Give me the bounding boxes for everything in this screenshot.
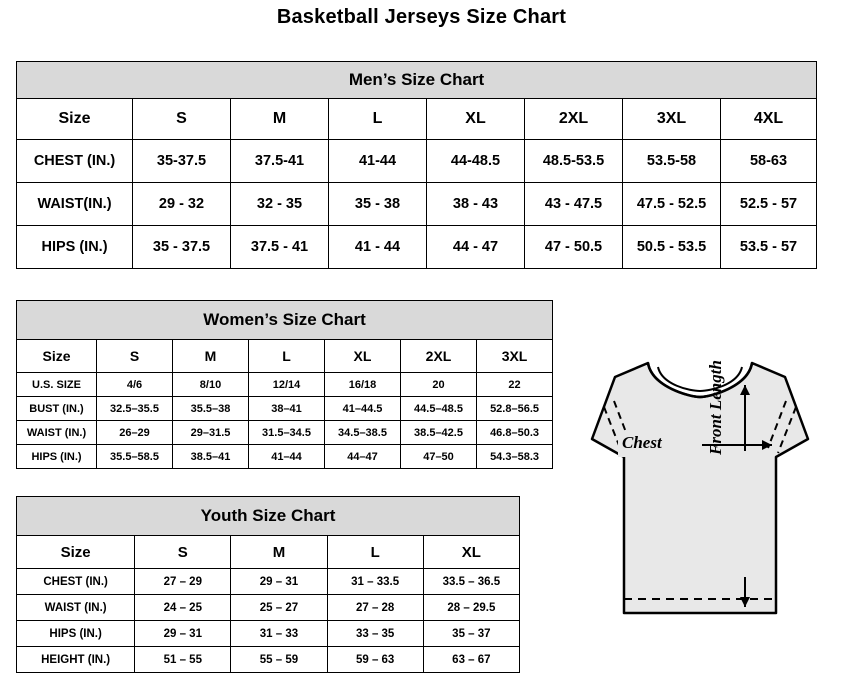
cell-value: 44–47 (325, 445, 401, 469)
column-header-m: M (231, 99, 329, 140)
cell-value: 33.5 – 36.5 (423, 569, 519, 595)
cell-value: 38.5–41 (173, 445, 249, 469)
row-label: WAIST (IN.) (17, 421, 97, 445)
row-label: CHEST (IN.) (17, 569, 135, 595)
cell-value: 35-37.5 (133, 140, 231, 183)
column-header-4xl: 4XL (721, 99, 817, 140)
column-header-m: M (173, 340, 249, 373)
table-row (17, 373, 553, 397)
cell-value: 26–29 (97, 421, 173, 445)
cell-value: 29 - 32 (133, 183, 231, 226)
column-header-s: S (97, 340, 173, 373)
cell-value: 55 – 59 (231, 647, 327, 673)
cell-value: 58-63 (721, 140, 817, 183)
column-header-3xl: 3XL (477, 340, 553, 373)
cell-value: 54.3–58.3 (477, 445, 553, 469)
cell-value: 34.5–38.5 (325, 421, 401, 445)
cell-value: 44-48.5 (427, 140, 525, 183)
table-row (17, 397, 553, 421)
column-header-3xl: 3XL (623, 99, 721, 140)
row-label: CHEST (IN.) (17, 140, 133, 183)
cell-value: 38 - 43 (427, 183, 525, 226)
cell-value: 47.5 - 52.5 (623, 183, 721, 226)
youth-size-chart-table (16, 496, 520, 673)
column-header-xl: XL (427, 99, 525, 140)
cell-value: 37.5 - 41 (231, 226, 329, 269)
table-caption-row (17, 497, 520, 536)
cell-value: 28 – 29.5 (423, 595, 519, 621)
chest-measurement-label: Chest (622, 433, 662, 452)
column-header-s: S (135, 536, 231, 569)
table-row (17, 445, 553, 469)
cell-value: 35.5–58.5 (97, 445, 173, 469)
youth-chart-caption: Youth Size Chart (17, 497, 520, 536)
column-header-xl: XL (423, 536, 519, 569)
row-label: HIPS (IN.) (17, 445, 97, 469)
cell-value: 16/18 (325, 373, 401, 397)
column-header-l: L (327, 536, 423, 569)
row-label: HIPS (IN.) (17, 226, 133, 269)
cell-value: 35 - 37.5 (133, 226, 231, 269)
cell-value: 38.5–42.5 (401, 421, 477, 445)
cell-value: 47 - 50.5 (525, 226, 623, 269)
row-label: WAIST(IN.) (17, 183, 133, 226)
cell-value: 63 – 67 (423, 647, 519, 673)
cell-value: 29 – 31 (135, 621, 231, 647)
cell-value: 43 - 47.5 (525, 183, 623, 226)
row-label: HIPS (IN.) (17, 621, 135, 647)
row-label: U.S. SIZE (17, 373, 97, 397)
cell-value: 24 – 25 (135, 595, 231, 621)
cell-value: 41–44.5 (325, 397, 401, 421)
cell-value: 38–41 (249, 397, 325, 421)
table-row (17, 621, 520, 647)
cell-value: 53.5-58 (623, 140, 721, 183)
cell-value: 4/6 (97, 373, 173, 397)
jersey-measurement-diagram (540, 345, 840, 665)
page-title: Basketball Jerseys Size Chart (276, 6, 567, 28)
cell-value: 20 (401, 373, 477, 397)
cell-value: 50.5 - 53.5 (623, 226, 721, 269)
table-caption-row (17, 62, 817, 99)
jersey-illustration-icon (540, 345, 840, 665)
table-header-row (17, 340, 553, 373)
cell-value: 31 – 33 (231, 621, 327, 647)
cell-value: 35 – 37 (423, 621, 519, 647)
cell-value: 47–50 (401, 445, 477, 469)
column-header-2xl: 2XL (525, 99, 623, 140)
cell-value: 32.5–35.5 (97, 397, 173, 421)
table-row (17, 569, 520, 595)
row-label: HEIGHT (IN.) (17, 647, 135, 673)
mens-size-chart-table (16, 61, 817, 269)
column-header-l: L (249, 340, 325, 373)
table-row (17, 595, 520, 621)
cell-value: 46.8–50.3 (477, 421, 553, 445)
row-label: BUST (IN.) (17, 397, 97, 421)
cell-value: 29–31.5 (173, 421, 249, 445)
cell-value: 35 - 38 (329, 183, 427, 226)
table-header-row (17, 536, 520, 569)
table-row (17, 421, 553, 445)
table-row (17, 647, 520, 673)
cell-value: 52.8–56.5 (477, 397, 553, 421)
cell-value: 8/10 (173, 373, 249, 397)
cell-value: 31.5–34.5 (249, 421, 325, 445)
column-header-s: S (133, 99, 231, 140)
cell-value: 41–44 (249, 445, 325, 469)
cell-value: 35.5–38 (173, 397, 249, 421)
column-header-l: L (329, 99, 427, 140)
cell-value: 51 – 55 (135, 647, 231, 673)
cell-value: 44 - 47 (427, 226, 525, 269)
cell-value: 59 – 63 (327, 647, 423, 673)
table-row (17, 183, 817, 226)
table-row (17, 140, 817, 183)
cell-value: 41-44 (329, 140, 427, 183)
cell-value: 48.5-53.5 (525, 140, 623, 183)
column-header-2xl: 2XL (401, 340, 477, 373)
cell-value: 32 - 35 (231, 183, 329, 226)
cell-value: 44.5–48.5 (401, 397, 477, 421)
row-label: WAIST (IN.) (17, 595, 135, 621)
cell-value: 41 - 44 (329, 226, 427, 269)
cell-value: 52.5 - 57 (721, 183, 817, 226)
cell-value: 27 – 29 (135, 569, 231, 595)
cell-value: 33 – 35 (327, 621, 423, 647)
column-header-size: Size (17, 536, 135, 569)
mens-chart-caption: Men’s Size Chart (17, 62, 817, 99)
column-header-size: Size (17, 99, 133, 140)
cell-value: 29 – 31 (231, 569, 327, 595)
table-caption-row (17, 301, 553, 340)
cell-value: 25 – 27 (231, 595, 327, 621)
column-header-m: M (231, 536, 327, 569)
cell-value: 53.5 - 57 (721, 226, 817, 269)
column-header-xl: XL (325, 340, 401, 373)
cell-value: 12/14 (249, 373, 325, 397)
cell-value: 22 (477, 373, 553, 397)
cell-value: 31 – 33.5 (327, 569, 423, 595)
cell-value: 37.5-41 (231, 140, 329, 183)
cell-value: 27 – 28 (327, 595, 423, 621)
column-header-size: Size (17, 340, 97, 373)
table-header-row (17, 99, 817, 140)
table-row (17, 226, 817, 269)
womens-size-chart-table (16, 300, 553, 469)
front-length-measurement-label: Front Length (706, 360, 725, 455)
womens-chart-caption: Women’s Size Chart (17, 301, 553, 340)
